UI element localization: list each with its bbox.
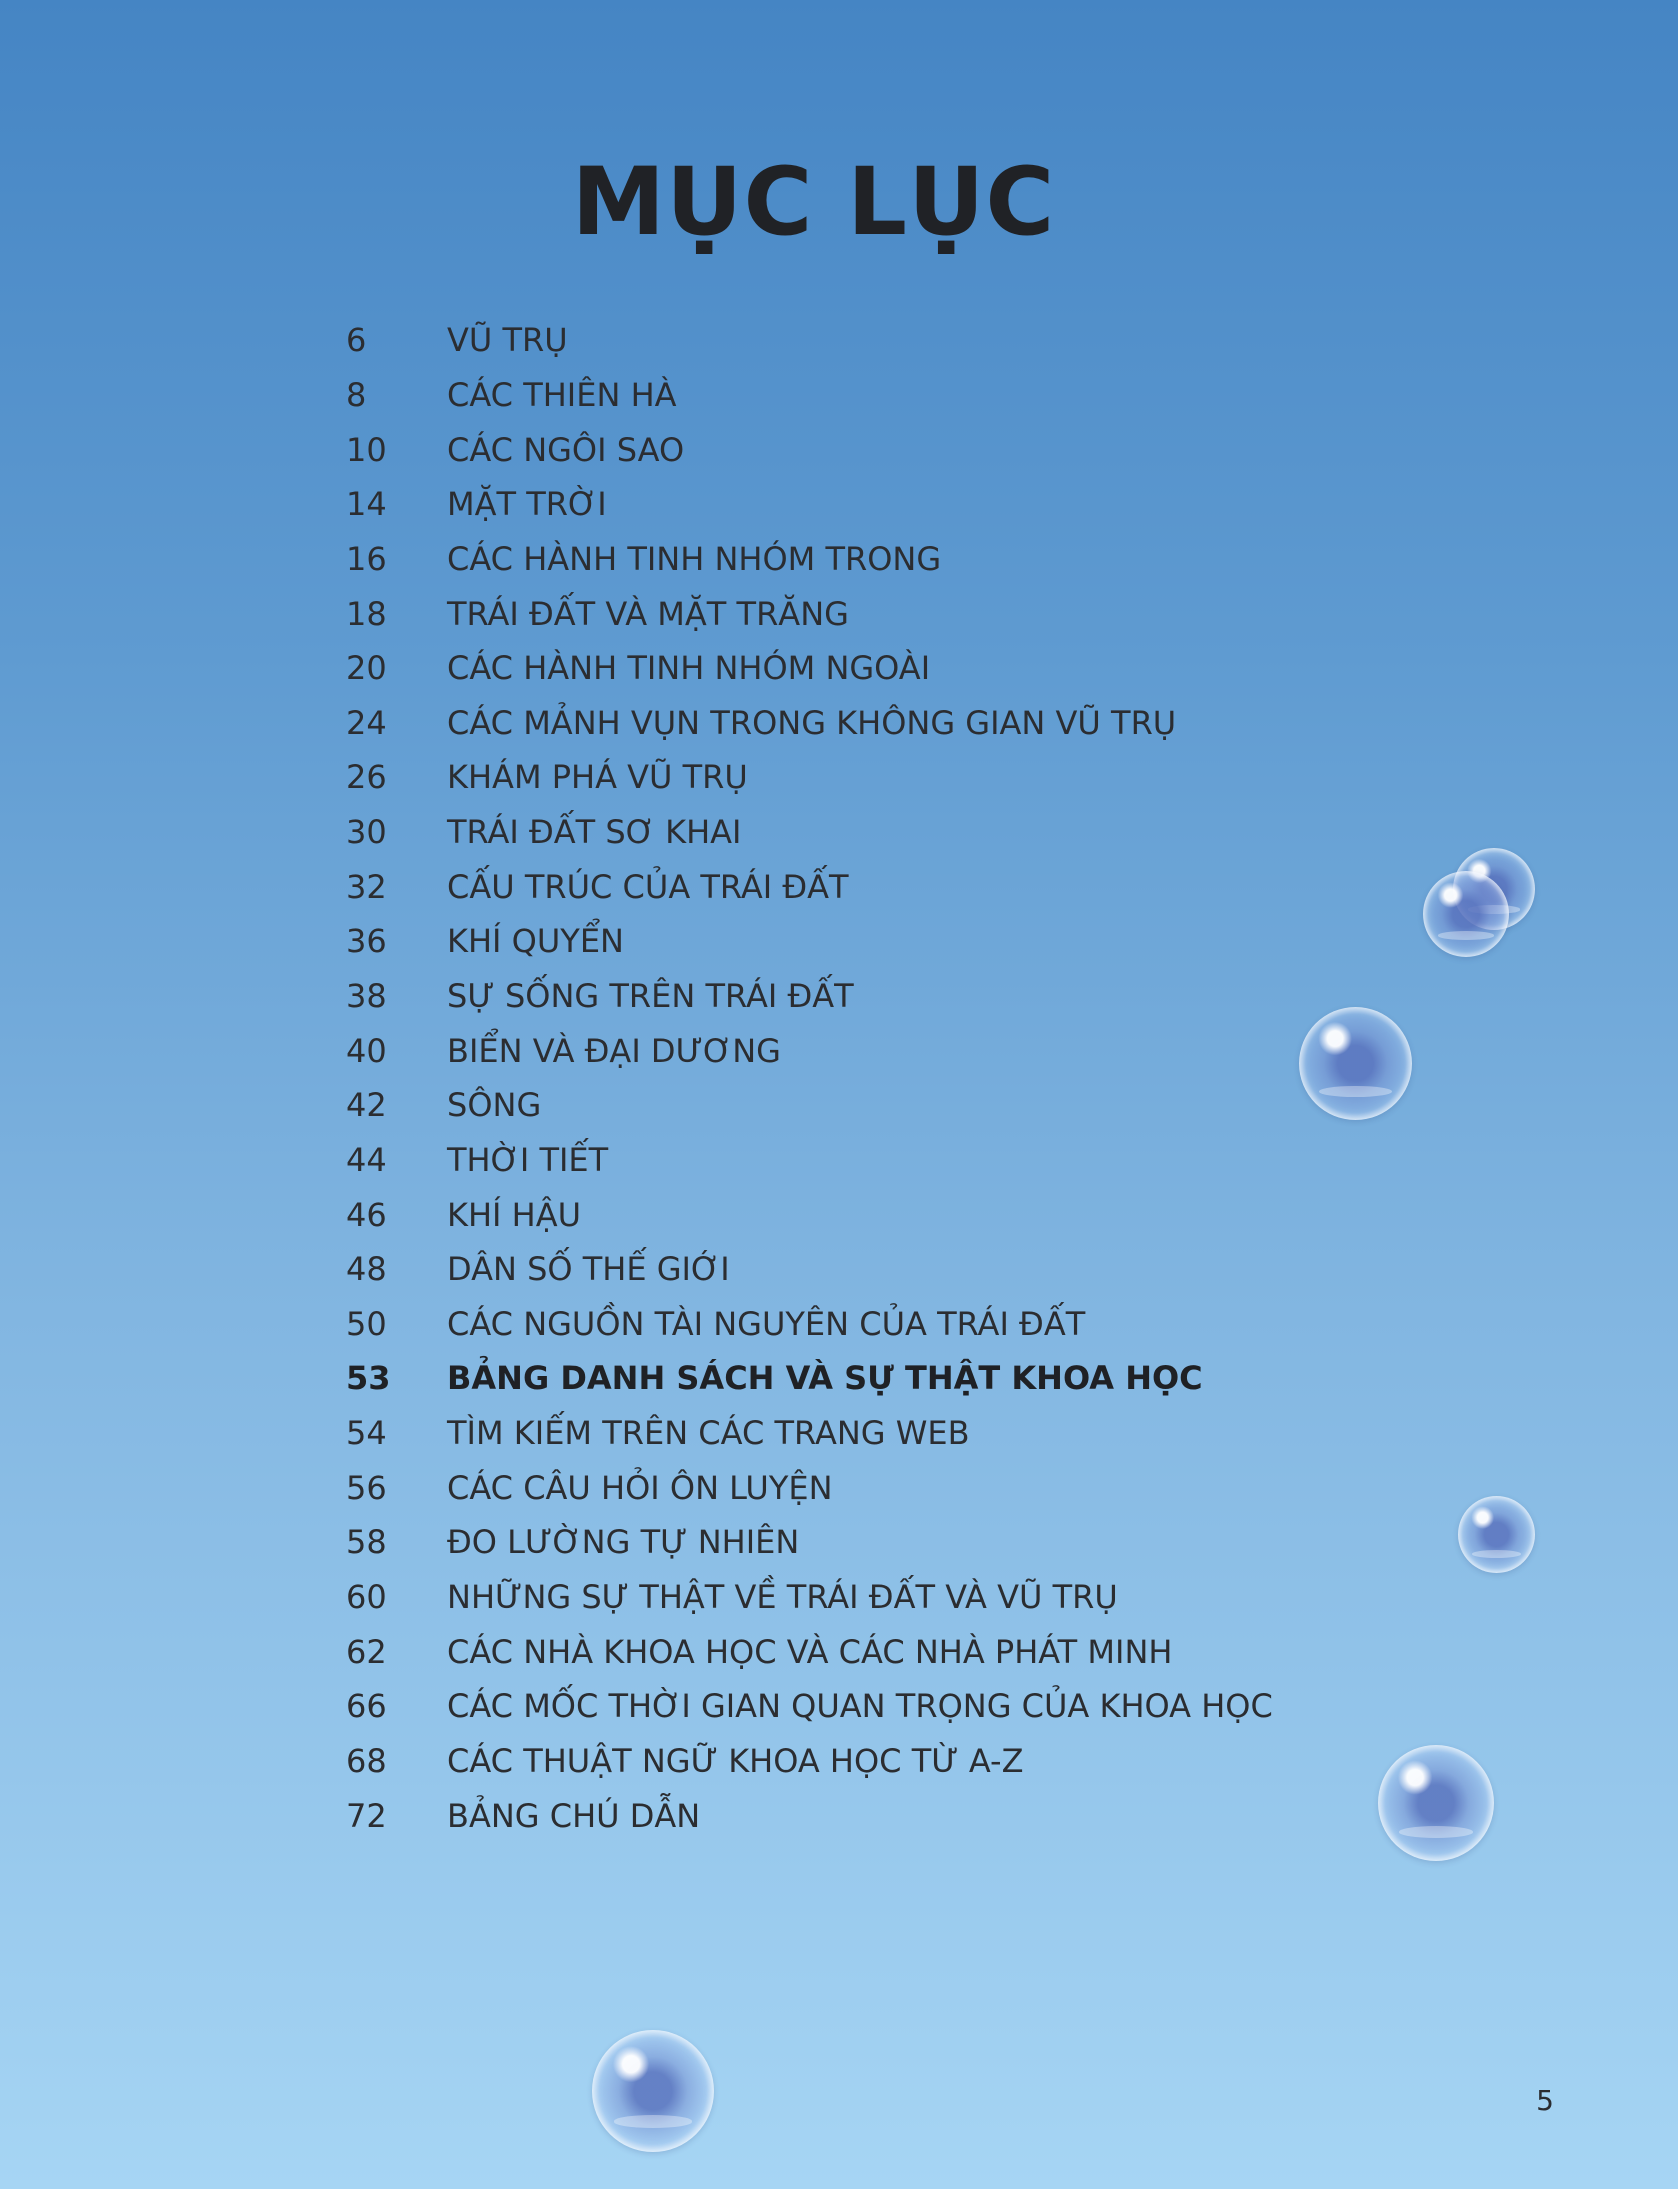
toc-page-number: 6 [346, 321, 367, 360]
toc-page-number: 40 [346, 1031, 387, 1070]
toc-label: THỜI TIẾT [447, 1140, 609, 1179]
toc-entry [346, 422, 1273, 477]
toc-page-number: 26 [346, 758, 387, 797]
toc-entry [346, 914, 1273, 969]
toc-label: SÔNG [447, 1086, 542, 1125]
toc-entry [346, 1734, 1273, 1789]
bubble-image [592, 2030, 714, 2152]
bubble-image [1378, 1745, 1494, 1861]
toc-page-number: 30 [346, 813, 387, 852]
toc-label: TÌM KIẾM TRÊN CÁC TRANG WEB [447, 1414, 970, 1453]
toc-page-number: 16 [346, 539, 387, 578]
toc-label: CÁC HÀNH TINH NHÓM TRONG [447, 539, 942, 578]
toc-entry [346, 1624, 1273, 1679]
toc-page-number: 46 [346, 1195, 387, 1234]
toc-page-number: 50 [346, 1304, 387, 1343]
toc-entry [346, 1133, 1273, 1188]
toc-label: KHÍ HẬU [447, 1195, 582, 1234]
toc-page-number: 62 [346, 1632, 387, 1671]
toc-label: VŨ TRỤ [447, 321, 568, 360]
bubble-image [1458, 1496, 1535, 1573]
toc-page-number: 60 [346, 1578, 387, 1617]
toc-label: TRÁI ĐẤT VÀ MẶT TRĂNG [447, 594, 849, 633]
toc-entry [346, 586, 1273, 641]
toc-entry [346, 750, 1273, 805]
toc-label: SỰ SỐNG TRÊN TRÁI ĐẤT [447, 977, 854, 1015]
toc-entry [346, 477, 1273, 532]
toc-label: KHÍ QUYỂN [447, 922, 624, 961]
toc-label: DÂN SỐ THẾ GIỚI [447, 1250, 730, 1289]
toc-entry [346, 1460, 1273, 1515]
toc-entry [346, 641, 1273, 696]
toc-label: CÁC NGÔI SAO [447, 430, 685, 469]
toc-entry [346, 1242, 1273, 1297]
toc-entry [346, 805, 1273, 860]
toc-page-number: 24 [346, 703, 387, 742]
toc-label: BẢNG DANH SÁCH VÀ SỰ THẬT KHOA HỌC [447, 1359, 1203, 1398]
toc-label: BIỂN VÀ ĐẠI DƯƠNG [447, 1031, 781, 1070]
bubble-image [1299, 1007, 1412, 1120]
toc-label: TRÁI ĐẤT SƠ KHAI [447, 813, 742, 852]
toc-label: CÁC MẢNH VỤN TRONG KHÔNG GIAN VŨ TRỤ [447, 703, 1177, 742]
toc-page-number: 18 [346, 594, 387, 633]
toc-page-number: 42 [346, 1086, 387, 1125]
toc-label: CÁC THIÊN HÀ [447, 375, 677, 414]
toc-entry [346, 1788, 1273, 1843]
toc-page-number: 48 [346, 1250, 387, 1289]
toc-label: CÁC MỐC THỜI GIAN QUAN TRỌNG CỦA KHOA HỌC [447, 1687, 1273, 1726]
toc-page-number: 72 [346, 1796, 387, 1835]
toc-entry [346, 1078, 1273, 1133]
toc-entry [346, 1187, 1273, 1242]
toc-label: CẤU TRÚC CỦA TRÁI ĐẤT [447, 867, 849, 906]
toc-entry [346, 1406, 1273, 1461]
toc-entry [346, 368, 1273, 423]
toc-entry [346, 1297, 1273, 1352]
toc-label: CÁC HÀNH TINH NHÓM NGOÀI [447, 649, 931, 688]
toc-entry [346, 969, 1273, 1024]
toc-label: CÁC THUẬT NGỮ KHOA HỌC TỪ A-Z [447, 1741, 1024, 1780]
toc-label: CÁC CÂU HỎI ÔN LUYỆN [447, 1468, 833, 1507]
toc-page-number: 54 [346, 1414, 387, 1453]
toc-entry [346, 859, 1273, 914]
toc-label: CÁC NHÀ KHOA HỌC VÀ CÁC NHÀ PHÁT MINH [447, 1632, 1173, 1671]
toc-page-number: 8 [346, 375, 367, 414]
toc-list [346, 313, 1273, 1843]
toc-entry [346, 1515, 1273, 1570]
toc-entry [346, 313, 1273, 368]
toc-page-number: 36 [346, 922, 387, 961]
toc-label: BẢNG CHÚ DẪN [447, 1796, 701, 1835]
toc-page-number: 38 [346, 977, 387, 1015]
toc-page-number: 32 [346, 867, 387, 906]
toc-entry [346, 532, 1273, 587]
toc-entry [346, 1351, 1273, 1406]
toc-entry [346, 695, 1273, 750]
page-number: 5 [1536, 2084, 1554, 2117]
toc-label: ĐO LƯỜNG TỰ NHIÊN [447, 1523, 800, 1562]
toc-page-number: 68 [346, 1741, 387, 1780]
toc-page-number: 53 [346, 1359, 391, 1398]
toc-page-number: 44 [346, 1140, 387, 1179]
toc-entry [346, 1570, 1273, 1625]
toc-label: MẶT TRỜI [447, 485, 607, 524]
bubble-image [1423, 871, 1509, 957]
toc-label: CÁC NGUỒN TÀI NGUYÊN CỦA TRÁI ĐẤT [447, 1304, 1086, 1343]
toc-label: KHÁM PHÁ VŨ TRỤ [447, 758, 748, 797]
toc-page-number: 56 [346, 1468, 387, 1507]
toc-label: NHỮNG SỰ THẬT VỀ TRÁI ĐẤT VÀ VŨ TRỤ [447, 1578, 1118, 1617]
toc-page-number: 14 [346, 485, 387, 524]
toc-page-number: 20 [346, 649, 387, 688]
toc-page-number: 66 [346, 1687, 387, 1726]
page-title: MỤC LỤC [571, 148, 1056, 257]
toc-page-number: 10 [346, 430, 387, 469]
toc-entry [346, 1023, 1273, 1078]
toc-page-number: 58 [346, 1523, 387, 1562]
toc-entry [346, 1679, 1273, 1734]
